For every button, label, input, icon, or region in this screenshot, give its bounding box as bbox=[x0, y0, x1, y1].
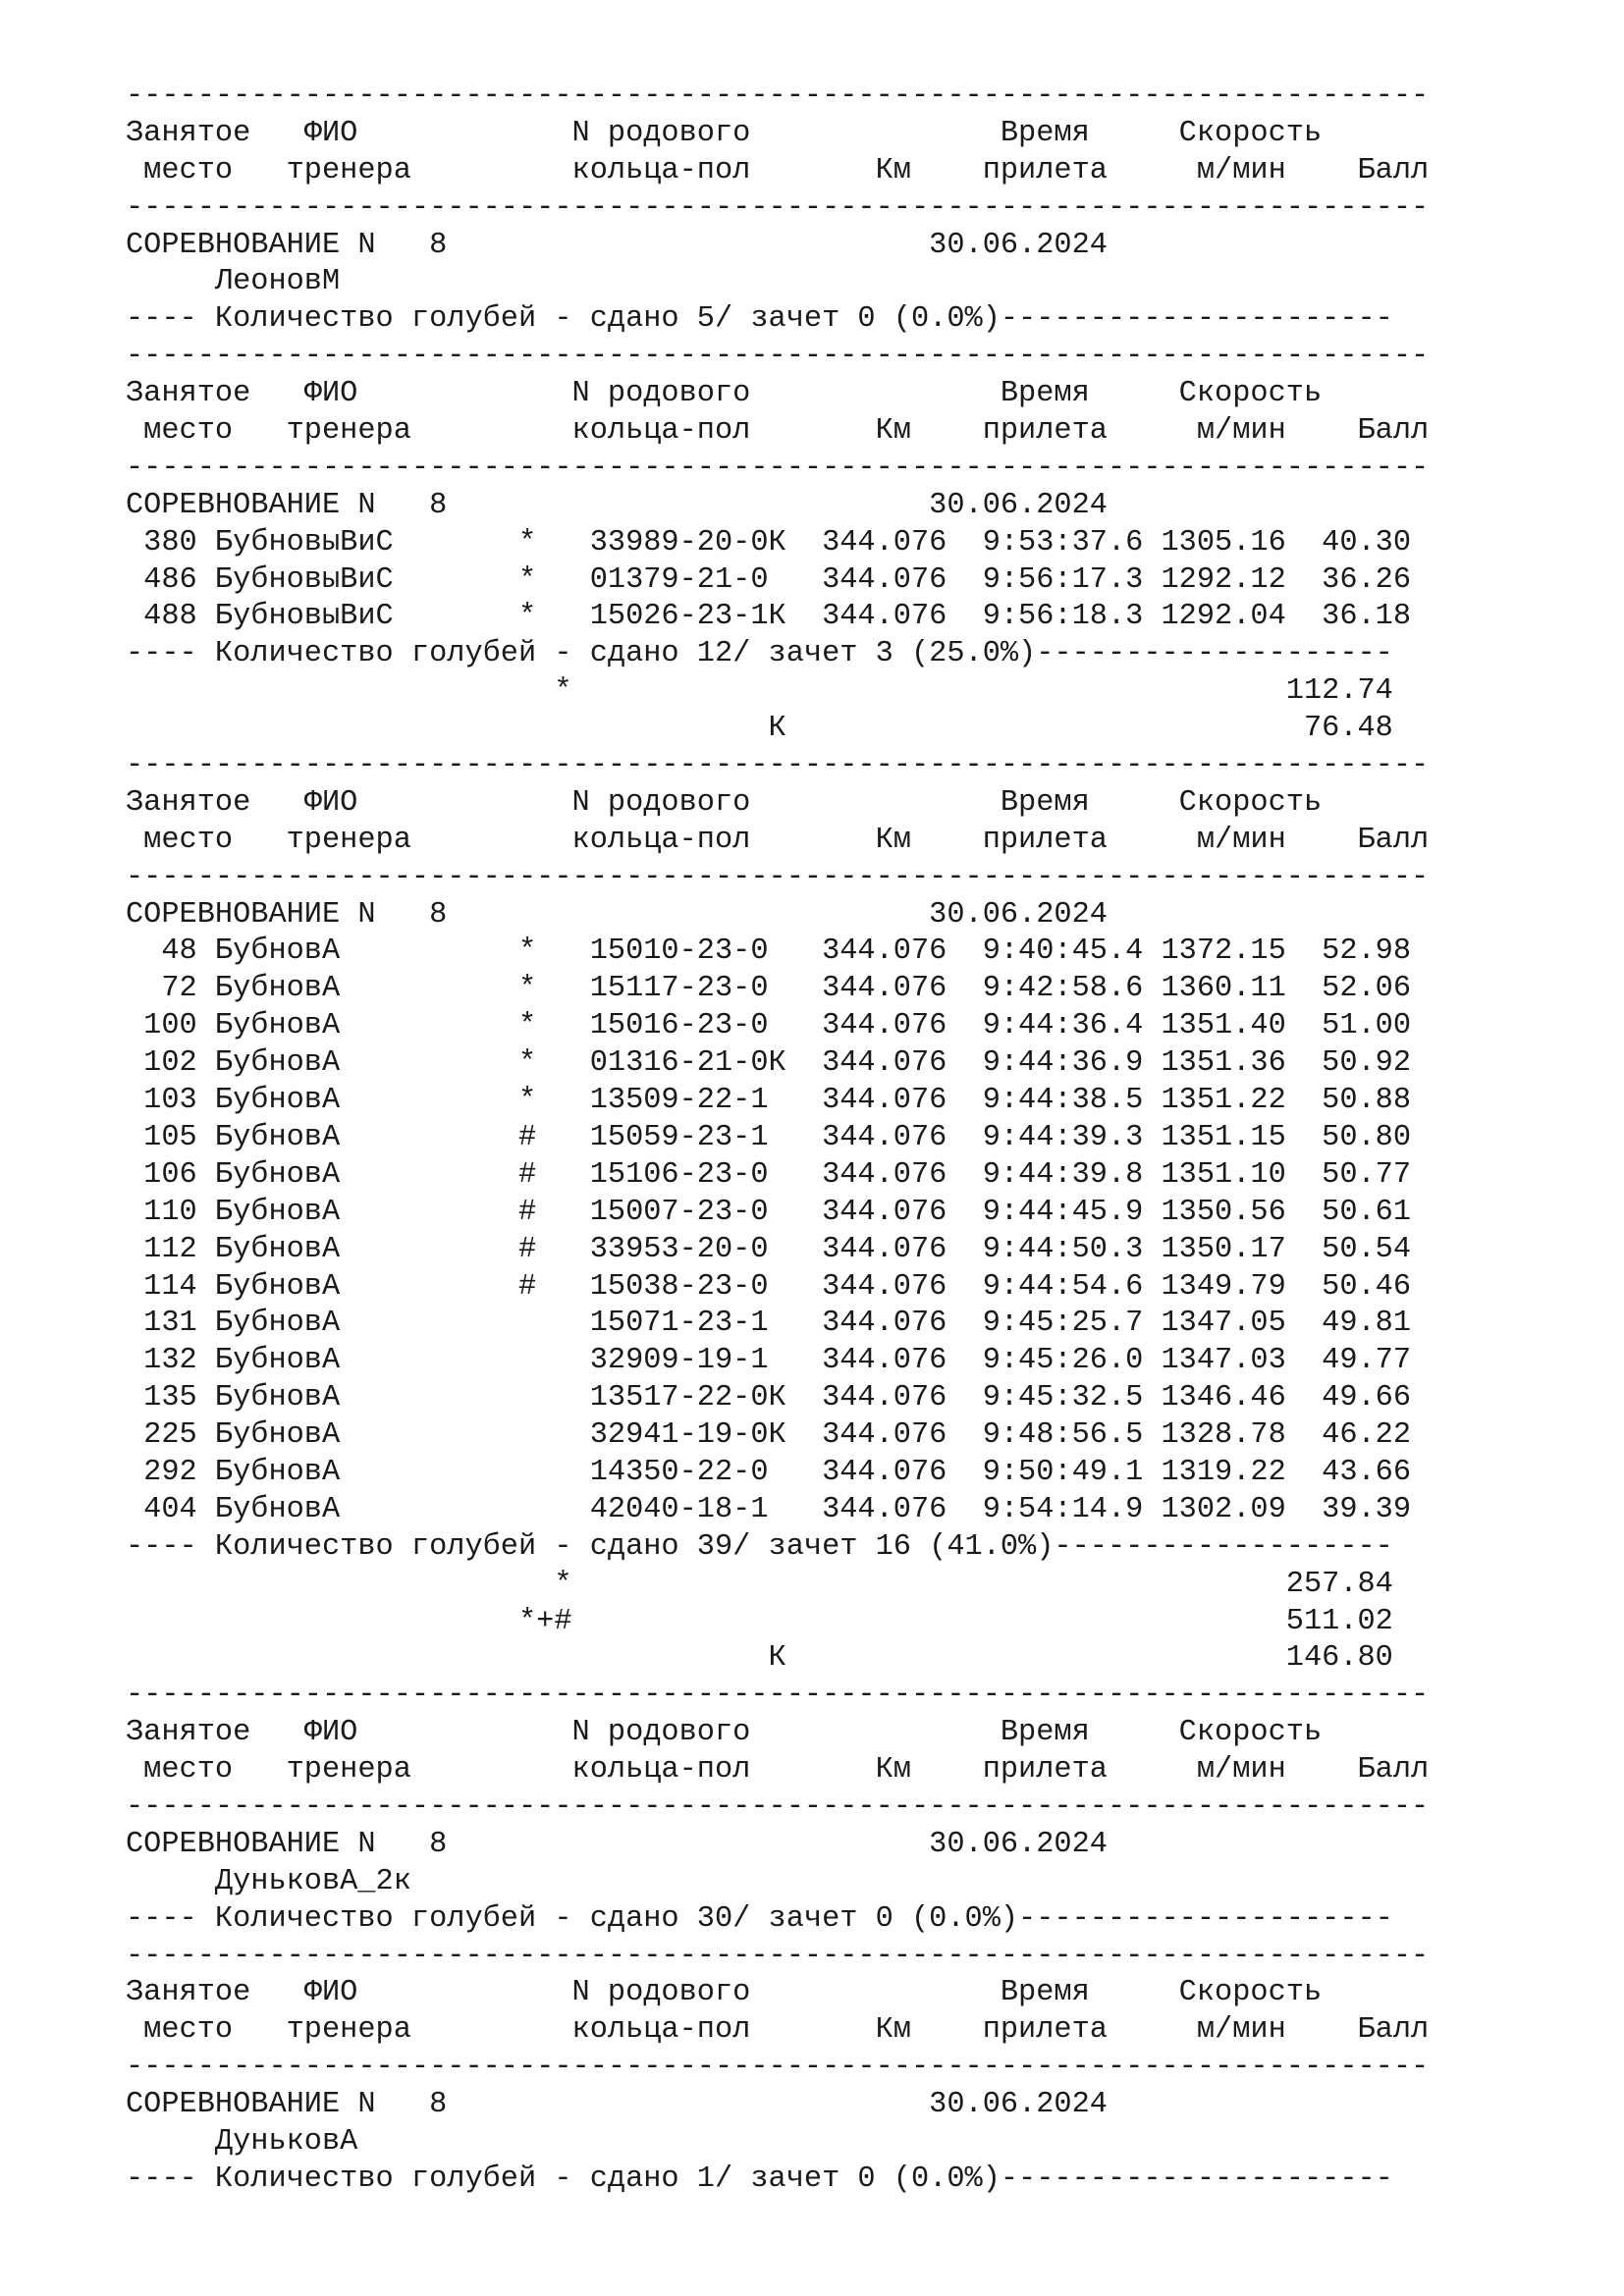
pigeon-count-summary: ---- Количество голубей - сдано 1/ зачет 0 (0.0%)---------------------- bbox=[126, 2162, 1393, 2196]
result-row: 292 БубновА 14350-22-0 344.076 9:50:49.1 1319.22 43.66 bbox=[126, 1455, 1412, 1489]
competition-section bbox=[126, 339, 1429, 748]
result-row: 103 БубновА * 13509-22-1 344.076 9:44:38.5 1351.22 50.88 bbox=[126, 1084, 1412, 1118]
header-rule-top: ------------------------------------------------------------------------- bbox=[126, 1679, 1430, 1713]
pigeon-count-summary: ---- Количество голубей - сдано 12/ зачет 3 (25.0%)-------------------- bbox=[126, 637, 1393, 671]
result-row: 404 БубновА 42040-18-1 344.076 9:54:14.9 1302.09 39.39 bbox=[126, 1492, 1412, 1526]
result-row: 112 БубновА # 33953-20-0 344.076 9:44:50.3 1350.17 50.54 bbox=[126, 1232, 1412, 1266]
header-rule-bottom: ------------------------------------------------------------------------- bbox=[126, 190, 1430, 225]
column-header-line-1: Занятое ФИО N родового Время Скорость bbox=[126, 1716, 1323, 1750]
result-row: 105 БубновА # 15059-23-1 344.076 9:44:39.3 1351.15 50.80 bbox=[126, 1120, 1412, 1154]
result-row: 72 БубновА * 15117-23-0 344.076 9:42:58.6 1360.11 52.06 bbox=[126, 972, 1412, 1006]
result-row: 110 БубновА # 15007-23-0 344.076 9:44:45.9 1350.56 50.61 bbox=[126, 1195, 1412, 1229]
competition-title: СОРЕВНОВАНИЕ N 8 30.06.2024 bbox=[126, 2088, 1108, 2122]
result-row: 106 БубновА # 15106-23-0 344.076 9:44:39.8 1351.10 50.77 bbox=[126, 1157, 1412, 1192]
result-row: 135 БубновА 13517-22-0К 344.076 9:45:32.5 1346.46 49.66 bbox=[126, 1381, 1412, 1415]
pigeon-race-report bbox=[126, 79, 1429, 2199]
result-row: ДуньковА bbox=[126, 2124, 358, 2159]
header-rule-bottom: ------------------------------------------------------------------------- bbox=[126, 860, 1430, 894]
column-header-line-1: Занятое ФИО N родового Время Скорость bbox=[126, 785, 1323, 820]
header-rule-bottom: ------------------------------------------------------------------------- bbox=[126, 2051, 1430, 2085]
result-row: 486 БубновыВиС * 01379-21-0 344.076 9:56:17.3 1292.12 36.26 bbox=[126, 562, 1412, 597]
result-row: 131 БубновА 15071-23-1 344.076 9:45:25.7 1347.05 49.81 bbox=[126, 1307, 1412, 1341]
header-rule-top: ------------------------------------------------------------------------- bbox=[126, 1939, 1430, 1973]
points-total: * 112.74 bbox=[126, 674, 1393, 709]
column-header-line-1: Занятое ФИО N родового Время Скорость bbox=[126, 1976, 1323, 2010]
competition-title: СОРЕВНОВАНИЕ N 8 30.06.2024 bbox=[126, 488, 1108, 522]
competition-section bbox=[126, 1939, 1429, 2199]
result-row: 102 БубновА * 01316-21-0К 344.076 9:44:36.9 1351.36 50.92 bbox=[126, 1046, 1412, 1081]
competition-title: СОРЕВНОВАНИЕ N 8 30.06.2024 bbox=[126, 897, 1108, 932]
result-row: 380 БубновыВиС * 33989-20-0К 344.076 9:53:37.6 1305.16 40.30 bbox=[126, 525, 1412, 560]
points-total: * 257.84 bbox=[126, 1567, 1393, 1601]
column-header-line-1: Занятое ФИО N родового Время Скорость bbox=[126, 116, 1323, 150]
pigeon-count-summary: ---- Количество голубей - сдано 39/ зачет 16 (41.0%)------------------- bbox=[126, 1529, 1393, 1564]
header-rule-bottom: ------------------------------------------------------------------------- bbox=[126, 451, 1430, 485]
competition-section bbox=[126, 1678, 1429, 1938]
header-rule-bottom: ------------------------------------------------------------------------- bbox=[126, 1789, 1430, 1824]
column-header-line-2: место тренера кольца-пол Км прилета м/мин Балл bbox=[126, 2013, 1430, 2048]
result-row: 114 БубновА # 15038-23-0 344.076 9:44:54.6 1349.79 50.46 bbox=[126, 1269, 1412, 1304]
result-row: 100 БубновА * 15016-23-0 344.076 9:44:36.4 1351.40 51.00 bbox=[126, 1009, 1412, 1043]
result-row: 488 БубновыВиС * 15026-23-1К 344.076 9:56:18.3 1292.04 36.18 bbox=[126, 600, 1412, 634]
column-header-line-2: место тренера кольца-пол Км прилета м/мин Балл bbox=[126, 414, 1430, 449]
result-row: ЛеоновМ bbox=[126, 265, 341, 299]
result-row: 132 БубновА 32909-19-1 344.076 9:45:26.0 1347.03 49.77 bbox=[126, 1344, 1412, 1378]
points-total: *+# 511.02 bbox=[126, 1604, 1393, 1638]
pigeon-count-summary: ---- Количество голубей - сдано 5/ зачет 0 (0.0%)---------------------- bbox=[126, 302, 1393, 337]
header-rule-top: ------------------------------------------------------------------------- bbox=[126, 749, 1430, 783]
competition-title: СОРЕВНОВАНИЕ N 8 30.06.2024 bbox=[126, 228, 1108, 262]
column-header-line-2: место тренера кольца-пол Км прилета м/мин Балл bbox=[126, 1753, 1430, 1788]
column-header-line-2: место тренера кольца-пол Км прилета м/мин Балл bbox=[126, 823, 1430, 857]
column-header-line-1: Занятое ФИО N родового Время Скорость bbox=[126, 377, 1323, 411]
competition-section bbox=[126, 79, 1429, 339]
competition-title: СОРЕВНОВАНИЕ N 8 30.06.2024 bbox=[126, 1827, 1108, 1861]
header-rule-top: ------------------------------------------------------------------------- bbox=[126, 80, 1430, 113]
pigeon-count-summary: ---- Количество голубей - сдано 30/ зачет 0 (0.0%)--------------------- bbox=[126, 1901, 1393, 1936]
column-header-line-2: место тренера кольца-пол Км прилета м/мин Балл bbox=[126, 153, 1430, 187]
result-row: 225 БубновА 32941-19-0К 344.076 9:48:56.5 1328.78 46.22 bbox=[126, 1418, 1412, 1453]
header-rule-top: ------------------------------------------------------------------------- bbox=[126, 340, 1430, 374]
result-row: ДуньковА_2к bbox=[126, 1864, 411, 1898]
points-total: К 146.80 bbox=[126, 1641, 1393, 1676]
points-total: К 76.48 bbox=[126, 712, 1393, 746]
competition-section bbox=[126, 748, 1429, 1678]
result-row: 48 БубновА * 15010-23-0 344.076 9:40:45.4 1372.15 52.98 bbox=[126, 934, 1412, 969]
